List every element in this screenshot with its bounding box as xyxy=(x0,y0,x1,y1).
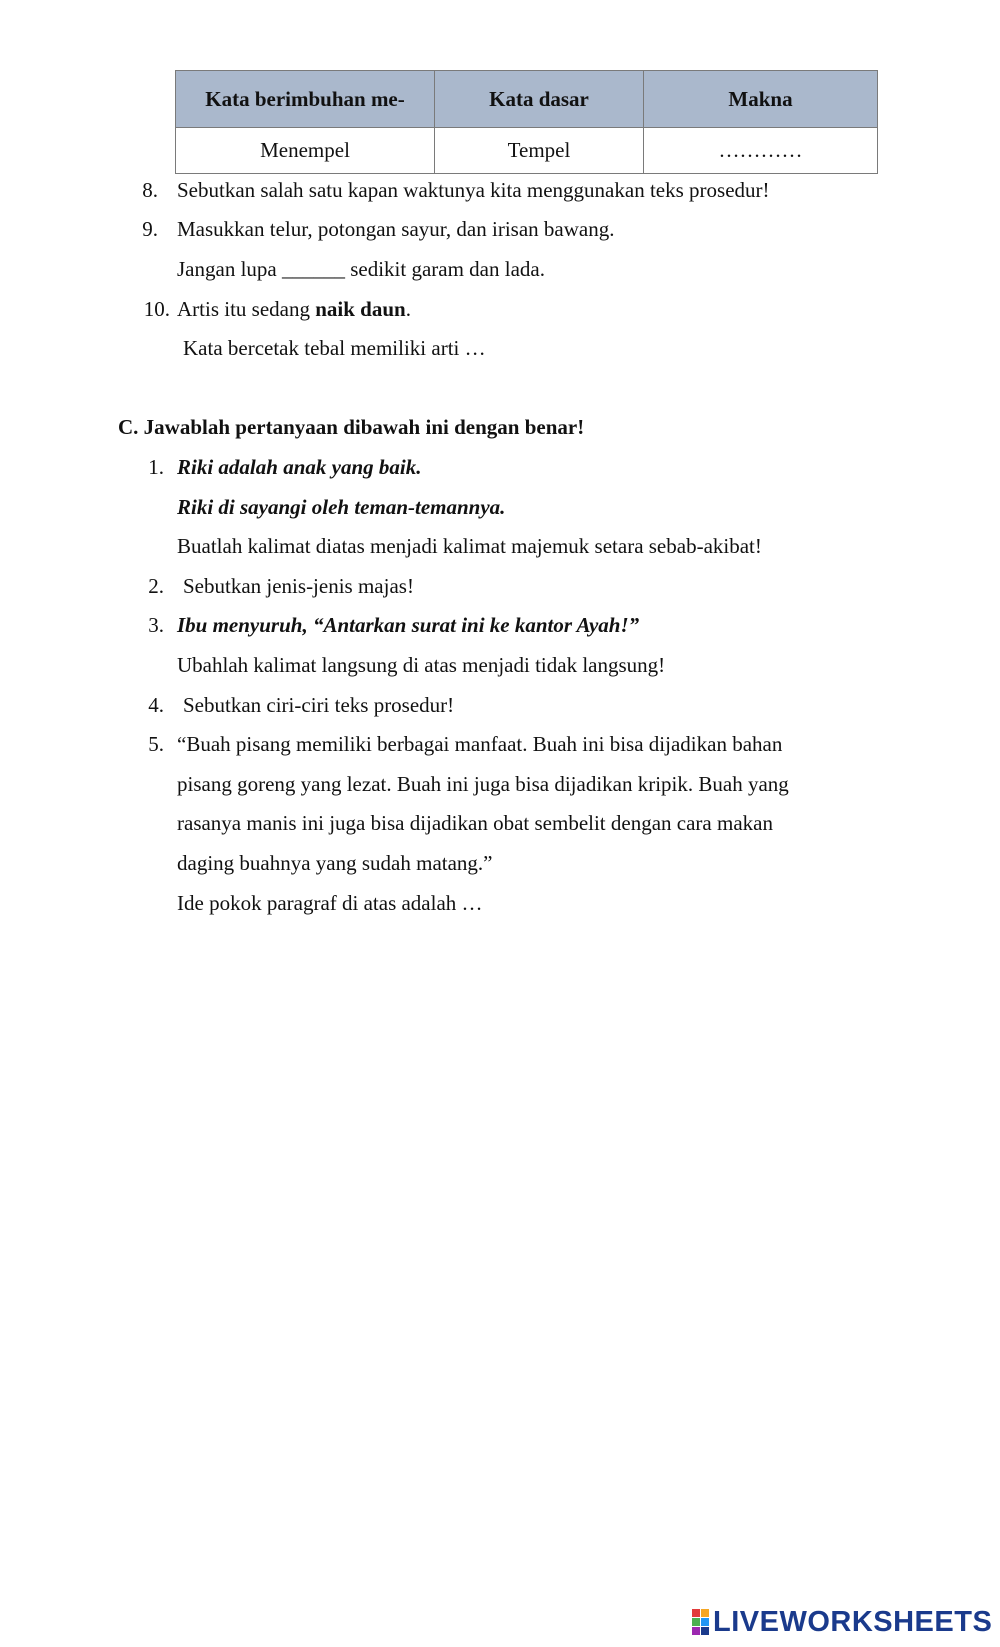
bold-phrase: naik daun xyxy=(315,297,406,321)
question-text: Artis itu sedang naik daun. xyxy=(177,297,411,321)
liveworksheets-logo[interactable] xyxy=(692,1607,992,1637)
paragraph-line: rasanya manis ini juga bisa dijadikan obat sembelit dengan cara makan xyxy=(177,811,773,835)
question-text: Ide pokok paragraf di atas adalah … xyxy=(177,891,483,915)
question-text: Jangan lupa ______ sedikit garam dan lada. xyxy=(177,257,545,281)
section-title: C. Jawablah pertanyaan dibawah ini dengan benar! xyxy=(118,415,585,439)
question-text: Sebutkan salah satu kapan waktunya kita menggunakan teks prosedur! xyxy=(177,178,770,202)
table-cell: Tempel xyxy=(435,128,644,174)
table-header: Makna xyxy=(644,71,878,128)
question-number: 2. xyxy=(148,574,164,598)
question-text: Masukkan telur, potongan sayur, dan irisan bawang. xyxy=(177,217,615,241)
question-number: 1. xyxy=(148,455,164,479)
question-number: 3. xyxy=(148,613,164,637)
logo-text: LIVEWORKSHEETS xyxy=(713,1605,993,1638)
affix-table xyxy=(175,70,878,174)
question-text: Kata bercetak tebal memiliki arti … xyxy=(183,336,486,360)
question-text: Sebutkan jenis-jenis majas! xyxy=(183,574,414,598)
table-header: Kata dasar xyxy=(435,71,644,128)
table-header: Kata berimbuhan me- xyxy=(176,71,435,128)
question-number: 8. xyxy=(142,178,158,202)
question-number: 5. xyxy=(148,732,164,756)
paragraph-line: pisang goreng yang lezat. Buah ini juga bisa dijadikan kripik. Buah yang xyxy=(177,772,789,796)
question-number: 4. xyxy=(148,693,164,717)
question-text: Riki adalah anak yang baik. xyxy=(177,455,422,479)
table-cell: Menempel xyxy=(176,128,435,174)
table-cell: ………… xyxy=(644,128,878,174)
question-text: Ubahlah kalimat langsung di atas menjadi tidak langsung! xyxy=(177,653,666,677)
question-text: Riki di sayangi oleh teman-temannya. xyxy=(177,495,506,519)
paragraph-line: daging buahnya yang sudah matang.” xyxy=(177,851,493,875)
paragraph-line: “Buah pisang memiliki berbagai manfaat. Buah ini bisa dijadikan bahan xyxy=(177,732,783,756)
question-text: Buatlah kalimat diatas menjadi kalimat majemuk setara sebab-akibat! xyxy=(177,534,762,558)
question-text: Sebutkan ciri-ciri teks prosedur! xyxy=(183,693,455,717)
question-number: 9. xyxy=(142,217,158,241)
question-number: 10. xyxy=(143,297,170,321)
question-text: Ibu menyuruh, “Antarkan surat ini ke kantor Ayah!” xyxy=(177,613,640,637)
logo-mark-icon xyxy=(692,1609,709,1635)
